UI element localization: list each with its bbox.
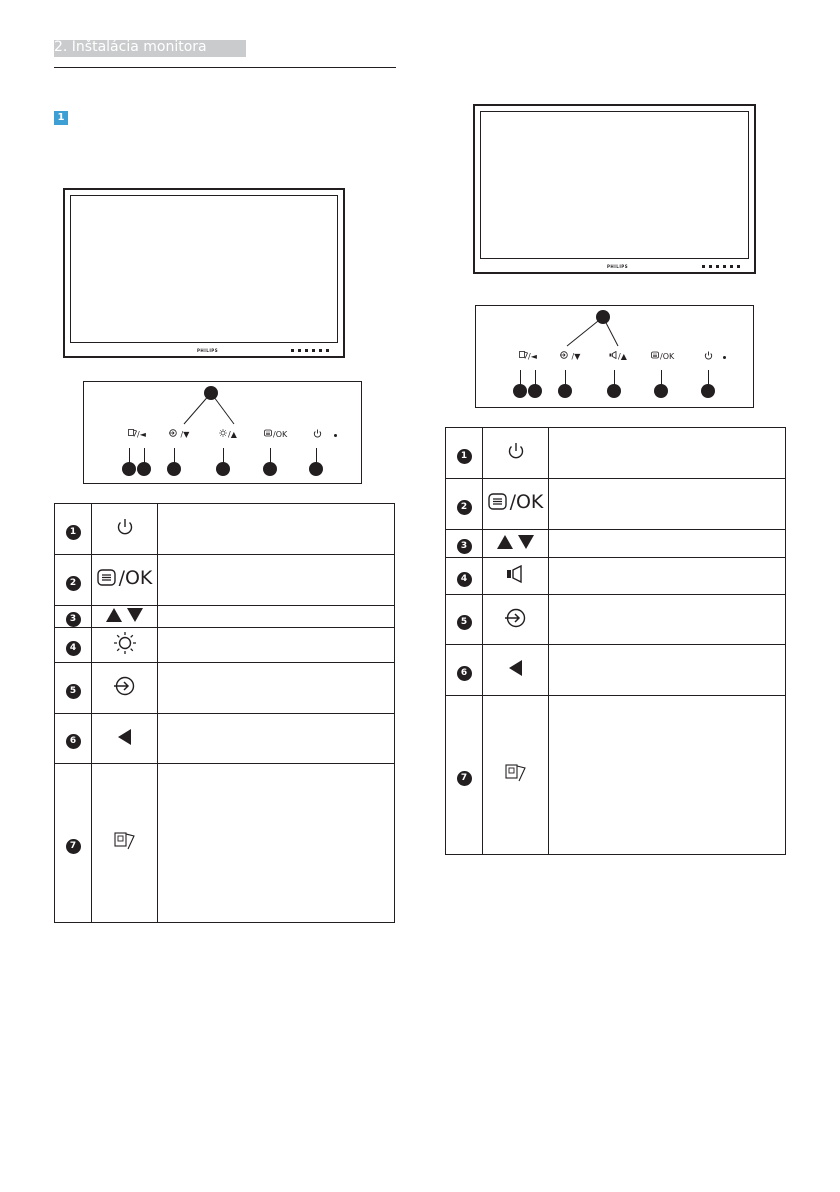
callout-dot	[309, 462, 323, 476]
monitor-logo: PHILIPS	[197, 348, 219, 353]
callout-dot	[701, 384, 715, 398]
power-icon	[506, 441, 526, 461]
brightness-icon	[219, 429, 228, 437]
power-icon	[704, 351, 713, 360]
row-description	[549, 530, 786, 558]
row-description	[158, 555, 395, 606]
callout-dot	[607, 384, 621, 398]
brightness-up-label: /▲	[219, 429, 237, 439]
ok-text: /OK	[118, 566, 153, 589]
callout-dot	[513, 384, 527, 398]
smartimage-icon	[114, 832, 136, 850]
table-row	[446, 428, 786, 479]
brightness-icon	[113, 631, 137, 655]
row-description	[158, 628, 395, 663]
table-row	[446, 558, 786, 595]
row-description	[549, 479, 786, 530]
row-number: 3	[66, 612, 81, 627]
callout-dot	[528, 384, 542, 398]
row-number: 7	[457, 771, 472, 786]
table-row	[55, 714, 395, 764]
menu-ok-icon	[488, 492, 508, 512]
table-row	[55, 628, 395, 663]
input-down-label: /▼	[169, 429, 189, 439]
input-source-icon	[504, 606, 528, 630]
menu-back-label: /◄	[519, 351, 537, 361]
menu-ok-icon	[651, 351, 660, 359]
key-table-right	[445, 427, 786, 855]
up-down-arrows-icon	[496, 534, 536, 550]
row-number: 5	[457, 615, 472, 630]
menu-ok-icon	[264, 429, 273, 437]
ok-text: /OK	[509, 490, 544, 513]
row-description	[158, 606, 395, 628]
menu-back-label: /◄	[128, 429, 146, 439]
input-source-icon	[169, 429, 178, 437]
row-description	[158, 714, 395, 764]
callout-dot	[137, 462, 151, 476]
power-icon	[115, 517, 135, 537]
row-description	[549, 696, 786, 855]
table-row	[55, 504, 395, 555]
speaker-icon	[505, 564, 527, 584]
row-description	[158, 663, 395, 714]
row-description	[549, 645, 786, 696]
row-number: 4	[457, 572, 472, 587]
monitor-logo: PHILIPS	[607, 264, 629, 269]
row-number: 1	[66, 525, 81, 540]
monitor-button-row	[702, 265, 740, 268]
back-arrow-icon	[508, 659, 524, 677]
table-row	[55, 764, 395, 923]
row-number: 6	[66, 734, 81, 749]
smartimage-icon	[519, 351, 528, 359]
row-number: 2	[457, 500, 472, 515]
monitor-illustration-right	[473, 104, 756, 274]
row-number: 1	[457, 449, 472, 464]
input-source-icon	[560, 351, 569, 359]
callout-dot	[122, 462, 136, 476]
monitor-screen	[480, 111, 749, 259]
row-number: 7	[66, 839, 81, 854]
section-number-badge: 1	[54, 111, 68, 125]
table-row	[55, 606, 395, 628]
callout-dot	[263, 462, 277, 476]
up-down-arrows-icon	[105, 607, 145, 623]
callout-dot	[216, 462, 230, 476]
table-row	[446, 479, 786, 530]
table-row	[446, 595, 786, 645]
input-source-icon	[113, 674, 137, 698]
power-label	[704, 351, 713, 362]
power-led	[723, 356, 726, 359]
table-row	[55, 555, 395, 606]
callout-dot	[167, 462, 181, 476]
monitor-button-row	[291, 349, 329, 352]
section-header-title: 2. Inštalácia monitora	[54, 39, 207, 55]
row-number: 3	[457, 539, 472, 554]
control-panel-left	[83, 381, 362, 484]
row-description	[158, 504, 395, 555]
menu-ok-icon	[97, 568, 117, 588]
callout-dot	[558, 384, 572, 398]
power-label	[313, 429, 322, 440]
smartimage-icon	[128, 429, 137, 437]
monitor-screen	[70, 195, 338, 343]
back-arrow-icon	[117, 728, 133, 746]
power-led	[334, 434, 337, 437]
power-icon	[313, 429, 322, 438]
row-description	[549, 558, 786, 595]
row-number: 5	[66, 684, 81, 699]
monitor-illustration-left	[63, 188, 345, 358]
row-description	[549, 428, 786, 479]
table-row	[446, 696, 786, 855]
key-table-left	[54, 503, 395, 923]
row-description	[158, 764, 395, 923]
table-row	[446, 530, 786, 558]
table-row	[55, 663, 395, 714]
table-row	[446, 645, 786, 696]
row-number: 2	[66, 576, 81, 591]
smartimage-icon	[505, 764, 527, 782]
menu-ok-label: /OK	[264, 429, 287, 439]
header-rule	[54, 67, 396, 68]
row-number: 4	[66, 641, 81, 656]
input-down-label: /▼	[560, 351, 580, 361]
menu-ok-label: /OK	[651, 351, 674, 361]
volume-up-label: /▲	[609, 351, 627, 361]
row-number: 6	[457, 666, 472, 681]
speaker-icon	[609, 351, 618, 359]
callout-dot	[654, 384, 668, 398]
control-panel-right	[475, 305, 754, 408]
row-description	[549, 595, 786, 645]
